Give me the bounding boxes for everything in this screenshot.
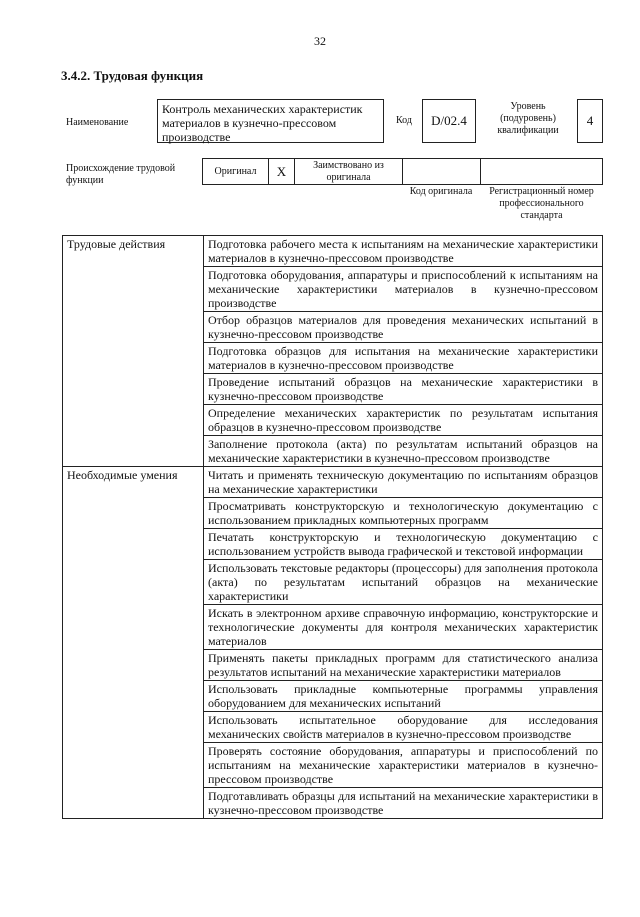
labor-action-item: Заполнение протокола (акта) по результатам испытаний образцов на механические характеристики в кузнечно-прессовом производстве [204, 436, 603, 467]
skill-item: Использовать прикладные компьютерные программы управления оборудованием для механических испытаний [204, 681, 603, 712]
skill-item: Проверять состояние оборудования, аппаратуры и приспособлений по испытаниям на механические характеристики материалов в кузнечно-прессовом производстве [204, 743, 603, 788]
labor-actions-label: Трудовые действия [63, 236, 204, 467]
labor-action-item: Определение механических характеристик по результатам испытания образцов в кузнечно-прессовом производстве [204, 405, 603, 436]
level-value-box: 4 [577, 99, 603, 143]
code-original-caption: Код оригинала [409, 186, 473, 197]
skill-item: Использовать испытательное оборудование для исследования механических свойств материалов в кузнечно-прессовом производстве [204, 712, 603, 743]
original-label: Оригинал [203, 159, 269, 184]
original-mark: X [269, 159, 295, 184]
table-row [63, 236, 603, 267]
function-code-box: D/02.4 [422, 99, 476, 143]
skill-item: Использовать текстовые редакторы (процессоры) для заполнения протокола (акта) по результатам испытаний образцов на механические характеристики [204, 560, 603, 605]
labor-action-item: Отбор образцов материалов для проведения механических испытаний в кузнечно-прессовом производстве [204, 312, 603, 343]
skill-item: Искать в электронном архиве справочную информацию, конструкторские и технологические документы для контроля механических характеристик материалов [204, 605, 603, 650]
skills-label: Необходимые умения [63, 467, 204, 819]
skill-item: Подготавливать образцы для испытаний на механические характеристики в кузнечно-прессовом производстве [204, 788, 603, 819]
skill-item: Просматривать конструкторскую и технологическую документацию с использованием прикладных компьютерных программ [204, 498, 603, 529]
labor-function-table [62, 235, 603, 819]
reg-number-cell [481, 159, 602, 184]
page-number: 32 [314, 34, 326, 48]
skill-item: Читать и применять техническую документацию по испытаниям образцов на механические характеристики [204, 467, 603, 498]
section-title: 3.4.2. Трудовая функция [61, 68, 204, 83]
skill-item: Применять пакеты прикладных программ для статистического анализа результатов испытаний на механические характеристики материалов [204, 650, 603, 681]
labor-action-item: Проведение испытаний образцов на механические характеристики в кузнечно-прессовом производстве [204, 374, 603, 405]
labor-action-item: Подготовка рабочего места к испытаниям на механические характеристики материалов в кузнечно-прессовом производстве [204, 236, 603, 267]
level-label: Уровень (подуровень) квалификации [497, 101, 559, 136]
reg-number-caption: Регистрационный номер профессионального стандарта [489, 186, 594, 221]
table-row [63, 467, 603, 498]
labor-action-item: Подготовка образцов для испытания на механические характеристики материалов в кузнечно-прессовом производстве [204, 343, 603, 374]
origin-row [202, 158, 603, 185]
borrowed-label: Заимствовано из оригинала [295, 159, 403, 184]
origin-label: Происхождение трудовой функции [66, 163, 176, 186]
name-label: Наименование [66, 117, 129, 128]
code-original-cell [403, 159, 481, 184]
skill-item: Печатать конструкторскую и технологическую документацию с использованием устройств вывода графической и текстовой информации [204, 529, 603, 560]
labor-action-item: Подготовка оборудования, аппаратуры и приспособлений к испытаниям на механические характеристики материалов в кузнечно-прессовом производстве [204, 267, 603, 312]
code-label: Код [396, 115, 412, 126]
function-name-box: Контроль механических характеристик материалов в кузнечно-прессовом производстве [157, 99, 384, 143]
